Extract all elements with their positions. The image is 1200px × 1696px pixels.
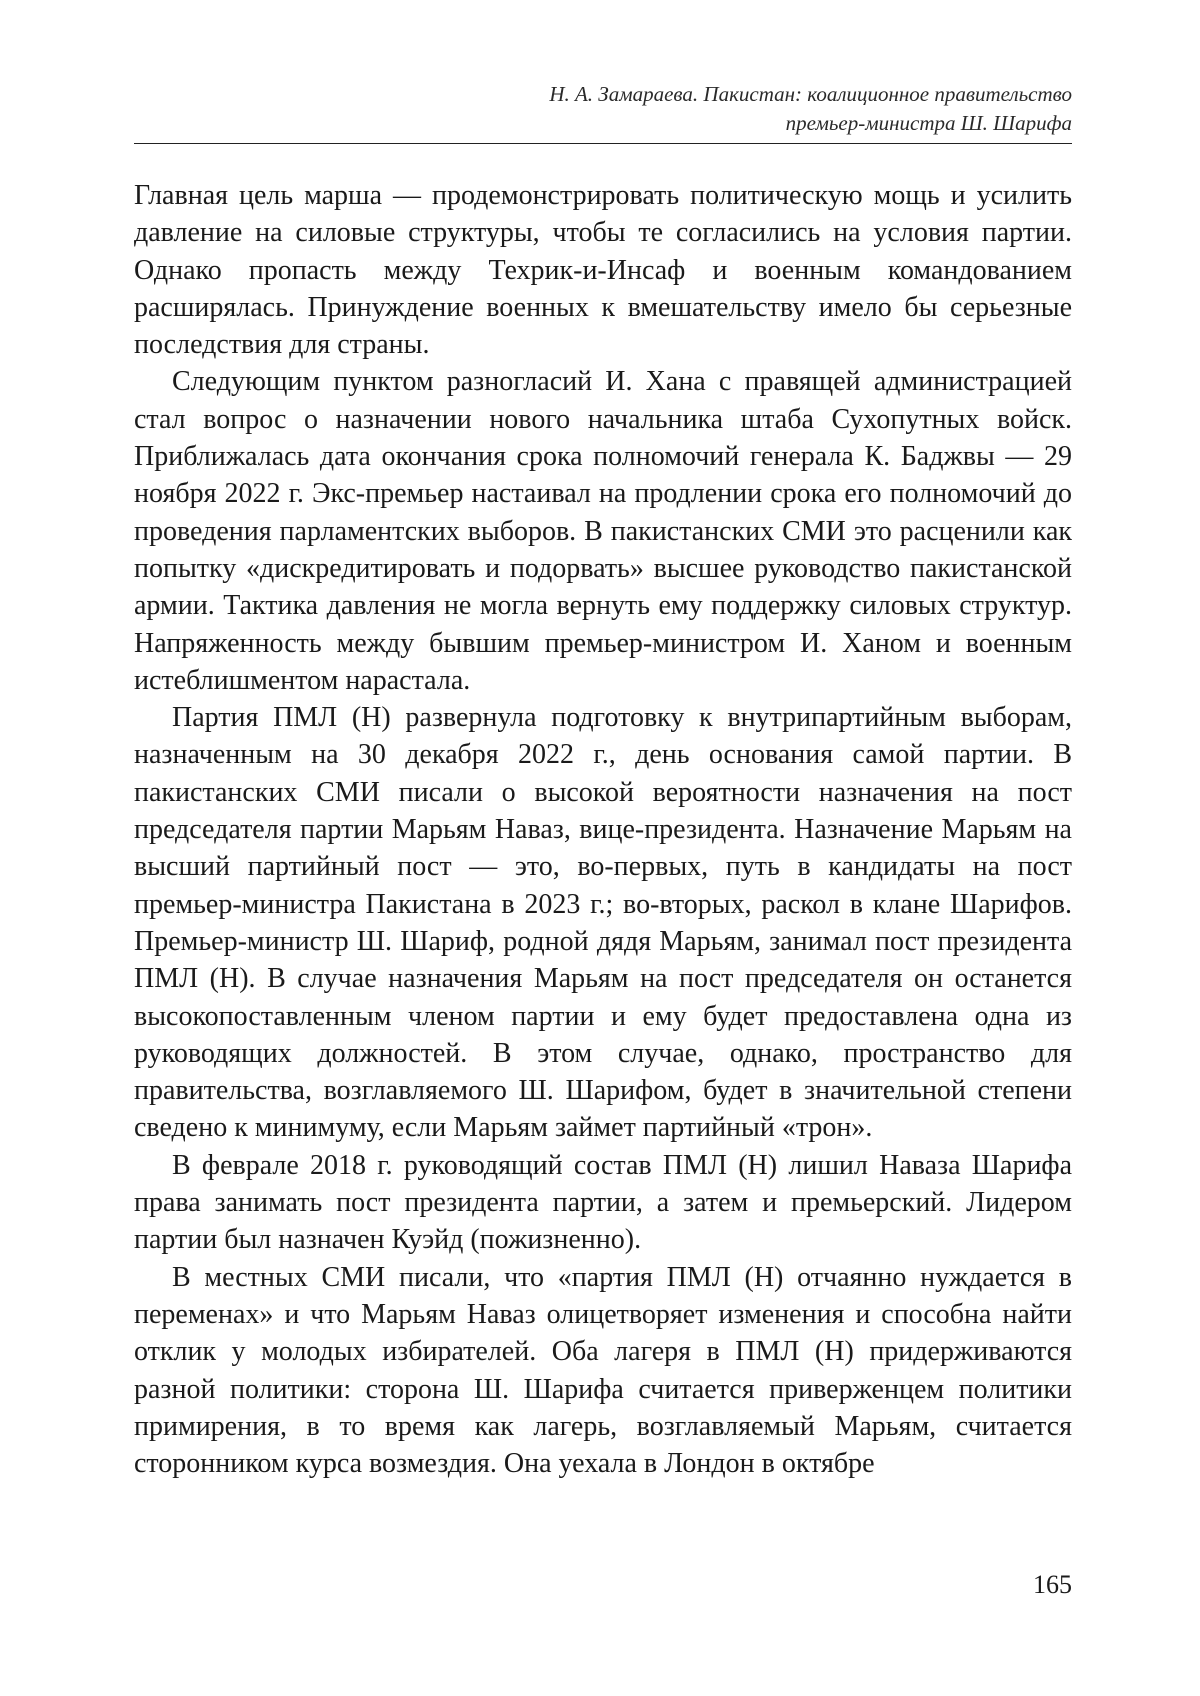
running-header-line-1: Н. А. Замараева. Пакистан: коалиционное правительство xyxy=(549,82,1072,106)
running-header xyxy=(134,80,1072,138)
body-text xyxy=(134,177,1072,1482)
page-number: 165 xyxy=(1033,1570,1072,1599)
paragraph: В феврале 2018 г. руководящий состав ПМЛ (Н) лишил Наваза Шарифа права занимать пост президента партии, а затем и премьерский. Лидером партии был назначен Куэйд (пожизненно). xyxy=(134,1149,1072,1256)
paragraph: Партия ПМЛ (Н) развернула подготовку к внутрипартийным выборам, назначенным на 30 декабря 2022 г., день основания самой партии. В пакистанских СМИ писали о высокой вероятности назначения на пост председателя партии Марьям Наваз, вице-президента. Назначение Марьям на высший партийный пост — это, во-первых, путь в кандидаты на пост премьер-министра Пакистана в 2023 г.; во-вторых, раскол в клане Шарифов. Премьер-министр Ш. Шариф, родной дядя Марьям, занимал пост президента ПМЛ (Н). В случае назначения Марьям на пост председателя он останется высокопоставленным членом партии и ему будет предоставлена одна из руководящих должностей. В этом случае, однако, пространство для правительства, возглавляемого Ш. Шарифом, будет в значительной степени сведено к минимуму, если Марьям займет партийный «трон». xyxy=(134,702,1072,1144)
paragraph: Главная цель марша — продемонстрировать политическую мощь и усилить давление на силовые структуры, чтобы те согласились на условия партии. Однако пропасть между Техрик-и-Инсаф и военным командованием расширялась. Принуждение военных к вмешательству имело бы серьезные последствия для страны. xyxy=(134,180,1072,361)
paragraph: В местных СМИ писали, что «партия ПМЛ (Н) отчаянно нуждается в переменах» и что Марьям Наваз олицетворяет изменения и способна найти отклик у молодых избирателей. Оба лагеря в ПМЛ (Н) придерживаются разной политики: сторона Ш. Шарифа считается приверженцем политики примирения, в то время как лагерь, возглавляемый Марьям, считается сторонником курса возмездия. Она уехала в Лондон в октябре xyxy=(134,1261,1072,1480)
running-header-line-2: премьер-министра Ш. Шарифа xyxy=(785,111,1072,135)
paragraph: Следующим пунктом разногласий И. Хана с правящей администрацией стал вопрос о назначении нового начальника штаба Сухопутных войск. Приближалась дата окончания срока полномочий генерала К. Баджвы — 29 ноября 2022 г. Экс-премьер настаивал на продлении срока его полномочий до проведения парламентских выборов. В пакистанских СМИ это расценили как попытку «дискредитировать и подорвать» высшее руководство пакистанской армии. Тактика давления не могла вернуть ему поддержку силовых структур. Напряженность между бывшим премьер-министром И. Ханом и военным истеблишментом нарастала. xyxy=(134,366,1072,696)
header-rule xyxy=(134,143,1072,144)
